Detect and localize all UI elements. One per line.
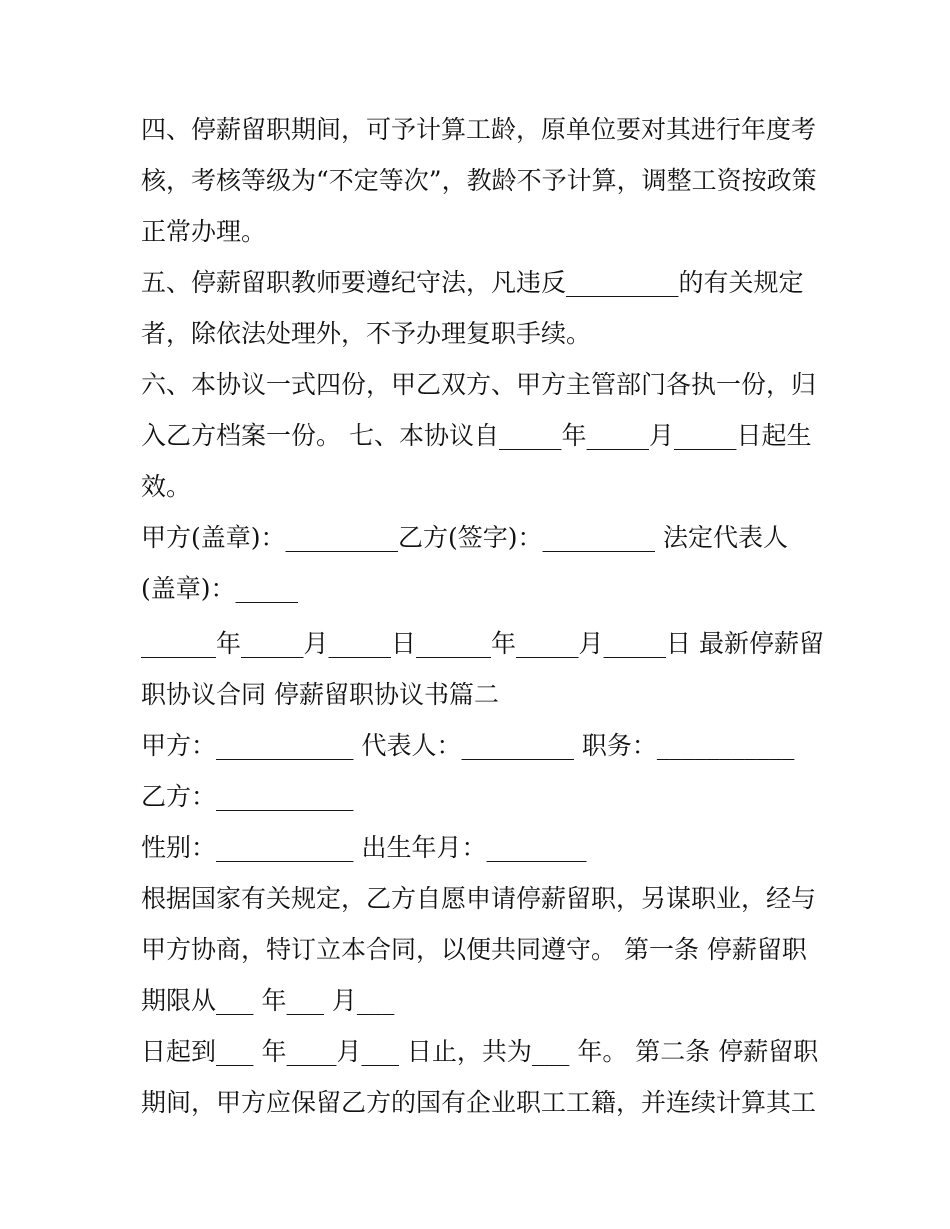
text-line: 日起到___ 年____月___ 日止，共为___ 年。 第二条 停薪留职 bbox=[141, 1037, 819, 1066]
document-body bbox=[141, 104, 824, 1128]
text-line: 正常办理。 bbox=[141, 217, 267, 246]
text-line: 甲方：___________ 代表人：_________ 职务：___________ bbox=[141, 731, 795, 760]
text-line: 根据国家有关规定，乙方自愿申请停薪留职，另谋职业，经与 bbox=[141, 884, 817, 913]
text-line: (盖章)：_____ bbox=[141, 574, 299, 603]
text-line: 四、停薪留职期间，可予计算工龄，原单位要对其进行年度考 bbox=[141, 115, 817, 144]
text-line: 职协议合同 停薪留职协议书篇二 bbox=[141, 680, 499, 709]
text-line: ______年_____月_____日______年_____月_____日 最新停薪留 bbox=[141, 629, 824, 658]
text-line: 甲方(盖章)：_________乙方(签字)：_________ 法定代表人 bbox=[141, 523, 788, 552]
text-line: 期间，甲方应保留乙方的国有企业职工工籍，并连续计算其工 bbox=[141, 1088, 817, 1117]
text-line: 五、停薪留职教师要遵纪守法，凡违反_________的有关规定 bbox=[141, 268, 804, 297]
text-line: 者，除依法处理外，不予办理复职手续。 bbox=[141, 319, 592, 348]
text-line: 期限从___ 年___ 月___ bbox=[141, 986, 395, 1015]
text-line: 性别：___________ 出生年月：________ bbox=[141, 833, 587, 862]
text-line: 甲方协商，特订立本合同，以便共同遵守。 第一条 停薪留职 bbox=[141, 935, 807, 964]
text-line: 六、本协议一式四份，甲乙双方、甲方主管部门各执一份，归 bbox=[141, 370, 817, 399]
text-line: 核，考核等级为“不定等次”，教龄不予计算，调整工资按政策 bbox=[141, 166, 817, 195]
text-line: 入乙方档案一份。 七、本协议自_____年_____月_____日起生 bbox=[141, 421, 812, 450]
text-line: 效。 bbox=[141, 472, 192, 501]
text-line: 乙方：___________ bbox=[141, 782, 354, 811]
